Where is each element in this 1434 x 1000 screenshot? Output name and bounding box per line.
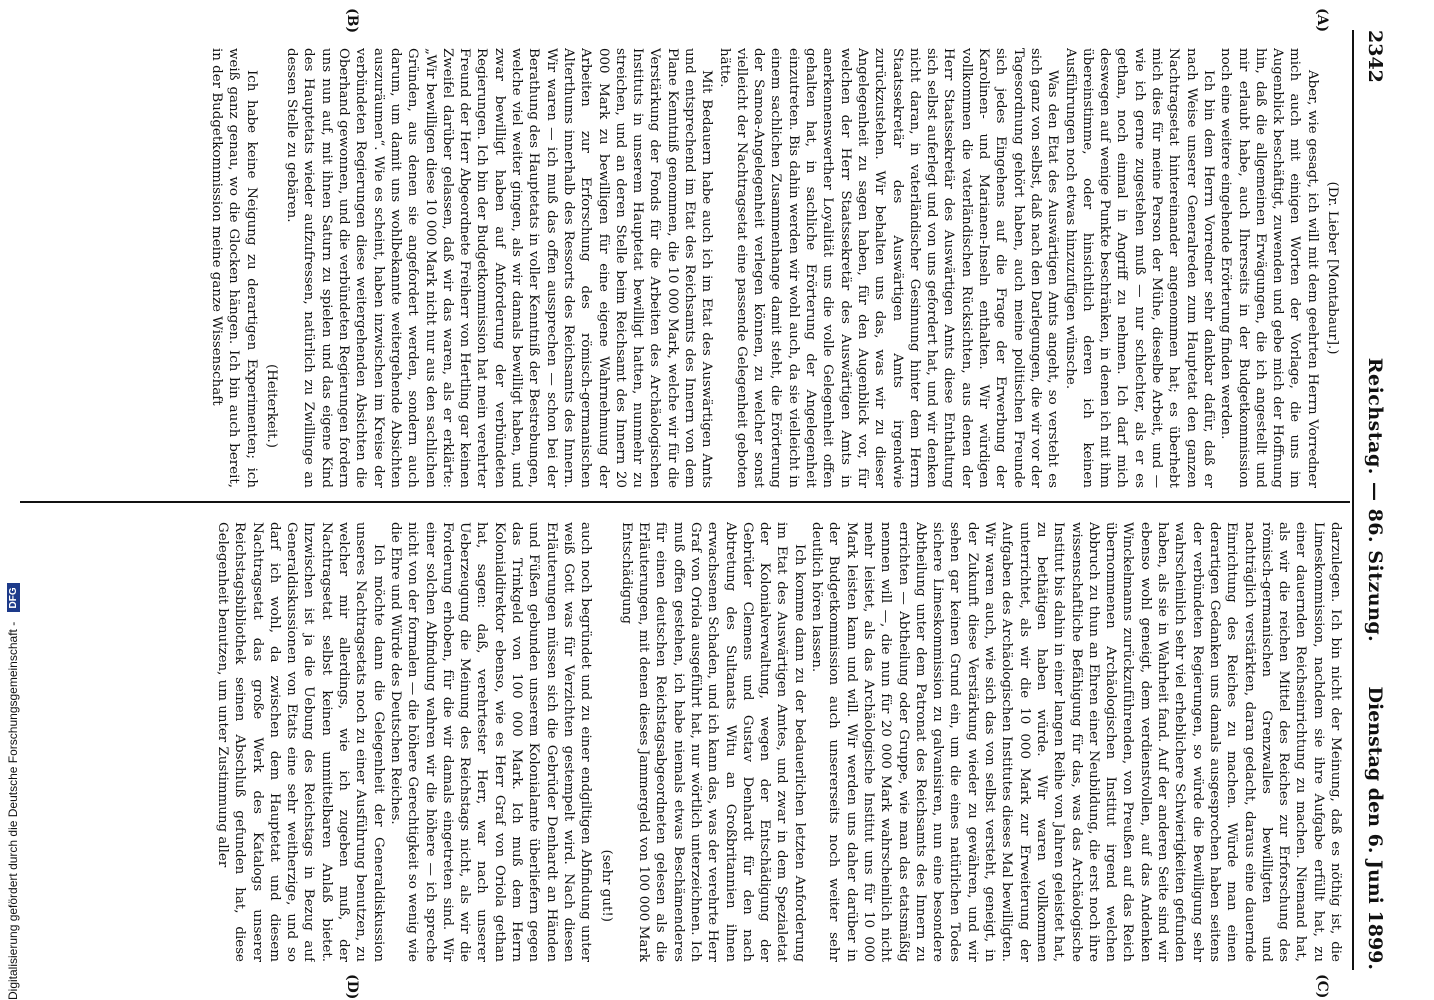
- speaker-line: (Dr. Lieber [Montabaur].): [1325, 181, 1340, 355]
- column-divider: [20, 501, 1350, 503]
- paragraph: Was den Etat des Auswärtigen Amts angeht, so versteht es sich ganz von selbst, daß nach den Darlegungen, die wir vor der Tagesordnung gehört haben, auch meine politischen Freunde sich jedes Eingehens auf die Frage der Erwerbung der Karolinen- und Marianen-Inseln enthalten. Wir würdigen vollkommen die vaterländischen Rücksichten, aus denen der Herr Staatssekretär des Auswärtigen Amts diese Enthaltung sich selbst auferlegt und von uns gefordert hat, und wir denken nicht daran, in vaterländischer Gesinnung hinter dem Herrn Staatssekretär des Auswärtigen Amts irgendwie zurückzustehen. Wir behalten uns das, was wir zu dieser Angelegenheit zu sagen haben, für den Augenblick vor, für welchen der Herr Staatssekretär des Auswärtigen Amts in anerkennenswerther Loyalität uns die volle Gelegenheit offen gehalten hat, in sachliche Erörterung der Angelegenheit einzutreten. Bis dahin werden wir wohl auch, da sie vielleicht in einem sachlichen Zusammenhange damit steht, die Erörterung der Samoa-Angelegenheit verlegen können, zu welcher sonst vielleicht der Nachtragsetat eine passende Gelegenheit geboten hätte.: [716, 48, 1061, 488]
- credit-text: Digitalisierung gefördert durch die Deutsche Forschungsgemeinschaft -: [6, 621, 20, 1000]
- digitization-credit: [6, 0, 24, 1000]
- paragraph: Ich bin dem Herrn Vorredner sehr dankbar dafür, daß er nach Weise unserer Generalreden zum Hauptetat den ganzen Nachtragsetat hintereinander angenommen hat; es überhebt mich dies für meine Person der Mühe, dieselbe Arbeit, und — wie ich gerne zugestehen muß — nur schlechter, als er es gethan, noch einmal in Angriff zu nehmen. Ich darf mich deswegen auf wenige Punkte beschränken, in denen ich mit ihm übereinstimme, oder hinsichtlich deren ich keinen Ausführungen noch etwas hinzuzufügen wünsche.: [1062, 48, 1216, 488]
- paragraph: darzulegen. Ich bin nicht der Meinung, daß es nöthig ist, die Limeskommission, nachdem sie ihre Aufgabe erfüllt hat, zu einer dauernden Reichseinrichtung zu machen. Niemand hat, als wir die reichen Mittel des Reiches zur Erforschung des römisch-germanischen Grenzwalles bewilligten und nachträglich verstärkten, daran gedacht, daraus eine dauernde Einrichtung des Reiches zu machen. Würde man einen derartigen Gedanken uns damals ausgesprochen haben seitens der verbündeten Regierungen, so würde die Bewilligung sehr wahrscheinlich sehr viel erheblichere Schwierigkeiten gefunden haben, als sie in Wahrheit fand. Auf der anderen Seite sind wir ebenso wohl geneigt, dem verdienstvollen, auf das Andenken Winckelmanns zurückzuführenden, von Preußen auf das Reich übernommenen Archäologischen Institut irgend welchen Abbruch zu thun an Ehren einer Neubildung, die erst noch ihre wissenschaftliche Befähigung für das, was das Archäologische Institut bis dahin in einer langen Reihe von Jahren geleistet hat, zu bethätigen haben würde. Wir waren vollkommen unterrichtet, als wir die 10 000 Mark zur Erweiterung der Aufgaben des Archäologischen Institutes dieses Mal bewilligten. Wir waren auch, wie sich das von selbst versteht, geneigt, in der Zukunft diese Verstärkung wieder zu gewähren, und wir sehen gar keinen Grund ein, um die eines natürlichen Todes sichere Limeskommission zu galvanisiren, nun eine besondere Abtheilung unter dem Patronat des Reichsamts des Innern zu errichten — Abtheilung oder Gruppe, wie man das etatsmäßig nennen will —, die nun für 20 000 Mark wahrscheinlich nicht mehr leistet, als das Archäologische Institut uns für 10 000 Mark leisten kann und will. Wir werden uns daher darüber in der Budgetkommission auch unsererseits noch weiter sehr deutlich hören lassen.: [809, 522, 1343, 962]
- page-title: Reichstag. — 86. Sitzung.: [1364, 357, 1386, 643]
- paragraph: auch noch begründet und zu einer endgiltigen Abfindung unter weiß Gott was für Verzichten gestempelt wird. Nach diesen Erläuterungen müssen sich die Gebrüder Denhardt an Händen und Füßen gebunden unserem Kolonialamte überliefern gegen das Trinkgeld von 100 000 Mark. Ich muß dem Herrn Kolonialdirektor ebenso, wie es Herr Graf von Oriola gethan hat, sagen: daß, verehrtester Herr, war nach unserer Ueberzeugung die Meinung des Reichstags nicht, als wir die Forderung erhoben, für die wir damals eingetreten sind. Wir einer solchen Abfindung wahren wir die höhere — ich spreche nicht von der formalen — die höhere Gerechtigkeit so wenig wie die Ehre und Würde des Deutschen Reiches.: [387, 522, 594, 962]
- interjection: (sehr gut!): [598, 849, 614, 922]
- paragraph: Ich habe keine Neigung zu derartigen Experimenten; ich weiß ganz genau, wo die Glocken hängen. Ich bin auch bereit, in der Budgetkommission meine ganze Wissenschaft: [209, 48, 259, 488]
- paragraph: Mit Bedauern habe auch ich im Etat des Auswärtigen Amts und entsprechend im Etat des Reichsamts des Innern von dem Plane Kenntniß genommen, die 10 000 Mark, welche wir für die Verstärkung der Fonds für die Arbeiten des Archäologischen Instituts in unserem Hauptetat bewilligt hatten, nunmehr zu streichen, und an deren Stelle beim Reichsamt des Innern 20 000 Mark zu bewilligen für eine eigene Wahrnehmung der Arbeiten zur Erforschung des römisch-germanischen Alterthums innerhalb des Ressorts des Reichsamts des Innern. Wir waren — ich muß das offen aussprechen — schon bei der Berathung des Hauptetats in voller Kenntniß der Bestrebungen, welche viel weiter gingen, als wir damals bewilligt haben, und zwar bewilligt haben auf Anforderung der verbündeten Regierungen. Ich bin der Budgetkommission hat mein verehrter Freund der Herr Abgeordnete Freiherr von Hertling gar keinen Zweifel darüber gelassen, daß wir das waren, als er erklärte: „Wir bewilligen diese 10 000 Mark nicht nur aus den sachlichen Gründen, aus denen sie angefordert werden, sondern auch darum, um damit uns wohlbekannte weitergehende Absichten auszuräumen“. Wie es scheint, haben inzwischen im Kreise der verbündeten Regierungen diese weitergehenden Absichten die Oberhand gewonnen, und die verbündeten Regierungen fordern uns nun auf, mit ihnen Saturn zu spielen und das eigene Kind des Hauptetats wieder aufzufressen, natürlich zu Zwillinge an dessen Stelle zu gebären.: [284, 48, 715, 488]
- paragraph: Ich komme dann zu der bedauerlichen letzten Anforderung im Etat des Auswärtigen Amtes, und zwar in dem Spezialetat der Kolonialverwaltung, wegen der Entschädigung der Gebrüder Clemens und Gustav Denhardt für den nach Abtretung des Sultanats Witu an Großbritannien ihnen erwachsenen Schaden, und ich kann das, was der verehrte Herr Graf von Oriola ausgeführt hat, nur wörtlich unterzeichnen. Ich muß offen gestehen, ich habe niemals etwas Beschämenderes für einen deutschen Reichstagsabgeordneten gelesen als die Erläuterungen, mit denen dieses Jammergeld von 100 000 Mark Entschädigung: [618, 522, 807, 962]
- margin-marker-c: (C): [1314, 974, 1330, 999]
- margin-marker-b: (B): [344, 8, 360, 34]
- margin-marker-a: (A): [1314, 8, 1330, 33]
- margin-marker-d: (D): [344, 974, 360, 1000]
- right-column: [24, 522, 1344, 962]
- paragraph: Aber, wie gesagt, ich will mit dem geehrten Herrn Vorredner mich auch mit einigen Worten der Vorlage, die uns im Augenblick beschäftigt, zuwenden und gebe mich der Hoffnung hin, daß die allgemeinen Erwägungen, die ich angestellt und mir erlaubt habe, auch Ihrerseits in der Budgetkommission noch eine weitere eingehende Erörterung finden werden.: [1218, 48, 1320, 488]
- left-column: [24, 48, 1344, 488]
- header-rule: [1352, 30, 1354, 970]
- interjection: (Heiterkeit.): [263, 364, 279, 448]
- page-header: [1356, 30, 1386, 970]
- page-date: Dienstag den 6. Juni 1899.: [1364, 686, 1386, 970]
- dfg-logo: DFG: [7, 583, 20, 612]
- paragraph: Ich möchte dann die Gelegenheit der Generaldiskussion unseres Nachtragsetats noch zu einer Ausführung benutzen, zu welcher mir allerdings, wie ich zugeben muß, der Nachtragsetat selbst keinen unmittelbaren Anlaß bietet. Inzwischen ist ja die Uebung des Reichstags in Bezug auf Generaldiskussionen von Etats eine sehr weitherzige, und so darf ich wohl, da zwischen dem Hauptetat und diesem Nachtragsetat das große Werk des Katalogs unserer Reichstagsbibliothek seinen Abschluß gefunden hat, diese Gelegenheit benutzen, um unter Zustimmung aller: [215, 522, 386, 962]
- page-number: 2342: [1364, 30, 1386, 83]
